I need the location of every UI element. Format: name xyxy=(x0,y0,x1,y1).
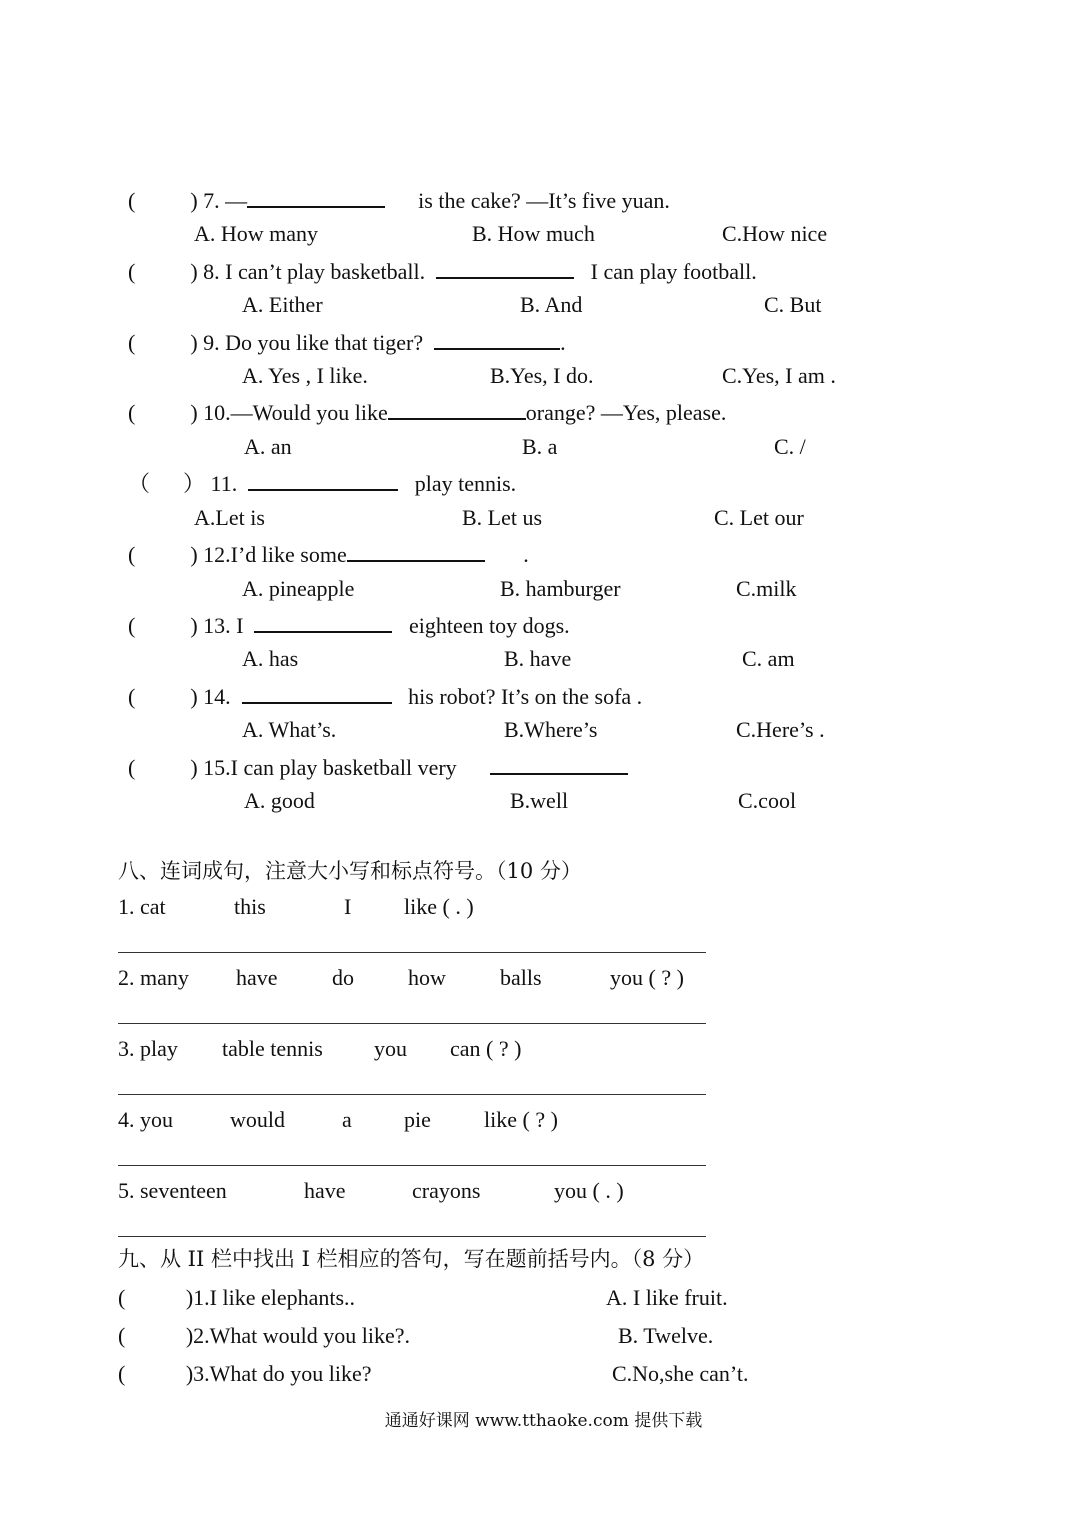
answer-blank[interactable] xyxy=(242,682,392,704)
question-11: （ ） 11. play tennis. xyxy=(128,471,517,496)
worksheet-page: ( ) 7. — is the cake? —It’s five yuan. A. How many B. How much C.How nice ( ) 8. I can’t play basketball. I can play football. A. Either B. And C. But ( ) 9. Do you like that tiger? . A. Yes , I like. B.Yes, I do. C.Yes, I am . ( ) 10.—Would you like orange? —Yes, please. A. an B. a C. / （ ） 11. play tennis. A.Let is B. Let us C. Let our ( ) 12.I’d like some . A. pineapple B. hamburger C.milk ( ) 13. I eighteen toy dogs. A. has B. have C. am ( ) 14. his robot? It’s on the sofa . A. What’s. B.Where’s C.Here’s . ( ) 15.I can play basketball very A. good B.well C.cool 八、连词成句，注意大小写和标点符号。（10 分） 1. cat this I like ( . ) 2. many have do how balls you ( ? ) 3. play table tennis you can ( ? ) 4. you would a pie like ( ? ) 5. seventeen have crayons you ( . ) 九、从 II 栏中找出 I 栏相应的答句，写在题前括号内。（8 分） ( )1.I like elephants.. A. I like fruit. ( )2.What would you like?. B. Twelve. ( )3.What do you like? C.No,she can’t. 通通好课网 www.tthaoke.com 提供下载 xyxy=(0,0,1087,1536)
question-15: ( ) 15.I can play basketball very xyxy=(128,753,628,781)
question-9: ( ) 9. Do you like that tiger? . xyxy=(128,330,566,355)
match-row-2: ( )2.What would you like?. xyxy=(118,1323,411,1348)
option-c: C. But xyxy=(764,292,822,317)
page-footer: 通通好课网 www.tthaoke.com 提供下载 xyxy=(384,1411,703,1431)
answer-blank[interactable] xyxy=(490,753,628,775)
answer-bracket[interactable]: ( ) xyxy=(128,613,198,638)
option-b: B. hamburger xyxy=(500,576,621,601)
question-13: ( ) 13. I eighteen toy dogs. xyxy=(128,613,570,638)
option-c: C.cool xyxy=(738,788,797,813)
question-8: ( ) 8. I can’t play basketball. I can play football. xyxy=(128,259,757,284)
option-b: B.Where’s xyxy=(504,717,598,742)
answer-bracket[interactable]: ( ) xyxy=(128,542,198,567)
option-c: C. / xyxy=(774,434,806,459)
answer-blank[interactable] xyxy=(434,328,560,350)
option-a: A. has xyxy=(242,646,299,671)
question-12: ( ) 12.I’d like some . xyxy=(128,542,529,567)
match-row-3: ( )3.What do you like? xyxy=(118,1361,372,1386)
option-c: C.How nice xyxy=(722,221,828,246)
option-b: B.Yes, I do. xyxy=(490,363,594,388)
option-c: C.Here’s . xyxy=(736,717,825,742)
question-14: ( ) 14. his robot? It’s on the sofa . xyxy=(128,684,643,709)
answer-blank[interactable] xyxy=(254,611,392,633)
option-b: B. Let us xyxy=(462,505,543,530)
option-b: B. How much xyxy=(472,221,595,246)
option-b: B. And xyxy=(520,292,583,317)
answer-blank[interactable] xyxy=(436,257,574,279)
option-a: A. What’s. xyxy=(242,717,337,742)
option-a: A. Yes , I like. xyxy=(242,363,368,388)
answer-bracket[interactable]: （ ） xyxy=(128,471,206,496)
answer-bracket[interactable]: ( ) xyxy=(128,684,198,709)
answer-bracket[interactable]: ( xyxy=(118,1285,186,1310)
option-a: A. pineapple xyxy=(242,576,355,601)
option-c: C.milk xyxy=(736,576,797,601)
answer-line[interactable] xyxy=(118,1094,706,1095)
answer-blank[interactable] xyxy=(388,398,526,420)
answer-line[interactable] xyxy=(118,1165,706,1166)
answer-line[interactable] xyxy=(118,1023,706,1024)
answer-blank[interactable] xyxy=(248,469,398,491)
section-8-title: 八、连词成句，注意大小写和标点符号。（10 分） xyxy=(118,859,582,883)
option-a: A.Let is xyxy=(194,505,265,530)
match-row-1: ( )1.I like elephants.. xyxy=(118,1285,356,1310)
answer-bracket[interactable]: ( ) xyxy=(128,755,198,780)
question-10: ( ) 10.—Would you like orange? —Yes, please. xyxy=(128,400,727,425)
option-a: A. How many xyxy=(194,221,319,246)
answer-line[interactable] xyxy=(118,952,706,953)
question-number: 7. xyxy=(203,188,220,213)
match-answer-c: C.No,she can’t. xyxy=(612,1361,749,1386)
option-a: A. an xyxy=(244,434,292,459)
option-b: B. a xyxy=(522,434,558,459)
answer-bracket[interactable]: ( ) xyxy=(128,259,198,284)
section-9-title: 九、从 II 栏中找出 I 栏相应的答句，写在题前括号内。（8 分） xyxy=(118,1247,705,1271)
match-answer-b: B. Twelve. xyxy=(618,1323,714,1348)
option-b: B.well xyxy=(510,788,569,813)
option-a: A. good xyxy=(244,788,315,813)
answer-bracket[interactable]: ( ) xyxy=(128,400,198,425)
option-c: C. am xyxy=(742,646,795,671)
answer-blank[interactable] xyxy=(247,186,385,208)
question-7: ( ) 7. — is the cake? —It’s five yuan. xyxy=(128,188,670,213)
option-c: C. Let our xyxy=(714,505,804,530)
answer-bracket[interactable]: ( ) xyxy=(128,188,198,213)
option-b: B. have xyxy=(504,646,572,671)
answer-bracket[interactable]: ( xyxy=(118,1323,186,1348)
answer-bracket[interactable]: ( xyxy=(118,1361,186,1386)
answer-blank[interactable] xyxy=(347,540,485,562)
answer-bracket[interactable]: ( ) xyxy=(128,330,198,355)
match-answer-a: A. I like fruit. xyxy=(606,1285,728,1310)
answer-line[interactable] xyxy=(118,1236,706,1237)
option-a: A. Either xyxy=(242,292,323,317)
option-c: C.Yes, I am . xyxy=(722,363,836,388)
